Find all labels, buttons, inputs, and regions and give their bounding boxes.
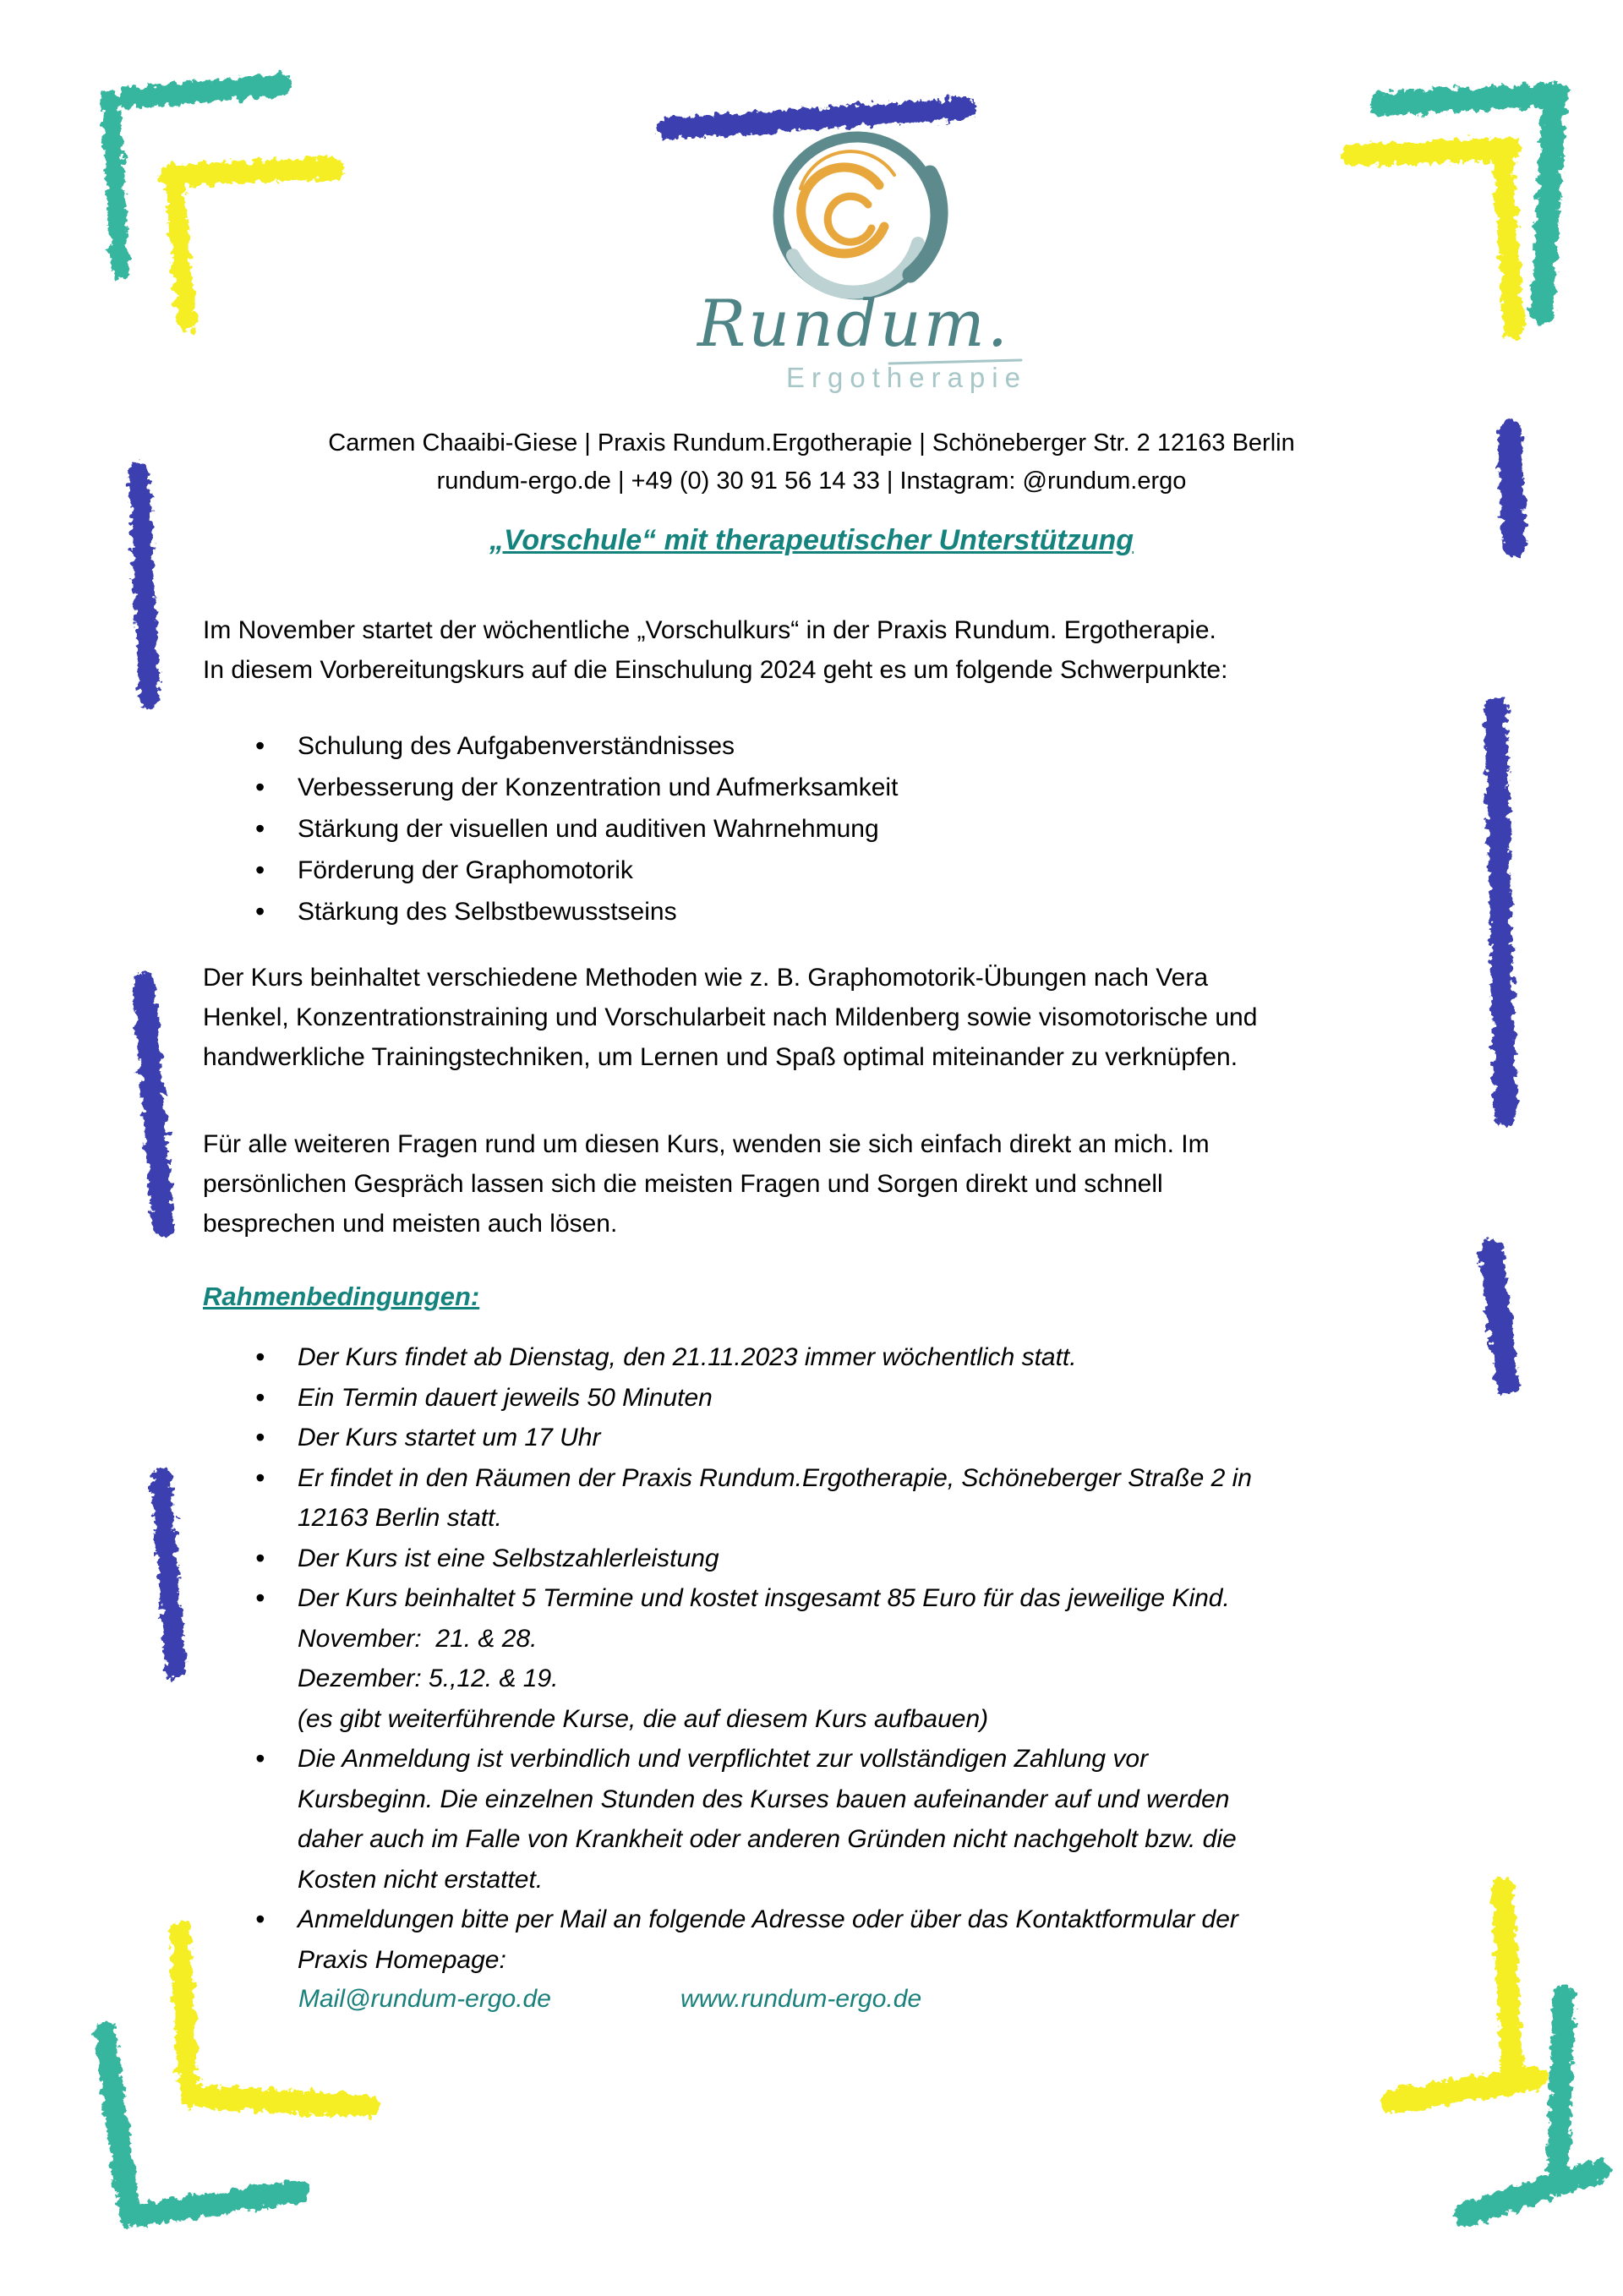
crayon-stroke-topright-yellow-h — [1352, 149, 1510, 155]
crayon-stroke-bottomright-yellow-v — [1502, 1889, 1512, 2068]
logo-script-text: Rundum. — [697, 286, 1010, 361]
crayon-stroke-topright-yellow-v — [1503, 159, 1514, 330]
crayon-stroke-bottomright-teal-v — [1558, 1997, 1564, 2173]
list-item: • Der Kurs ist eine Selbstzahlerleistung — [203, 1539, 1488, 1579]
list-item: • Stärkung des Selbstbewusstseins — [203, 891, 1488, 932]
crayon-stroke-topleft-teal-v — [111, 100, 120, 269]
methods-paragraph — [203, 958, 1471, 1077]
questions-line: persönlichen Gespräch lassen sich die meisten Fragen und Sorgen direkt und schnell — [203, 1170, 1163, 1198]
list-item: • Die Anmeldung ist verbindlich und verpflichtet zur vollständigen Zahlung vor — [203, 1739, 1488, 1779]
list-item-continuation: November: 21. & 28. — [298, 1624, 538, 1653]
crayon-stroke-top-blue — [668, 108, 966, 128]
crayon-stroke-bottomleft-teal-h — [131, 2191, 298, 2217]
intro-line: Im November startet der wöchentliche „Vorschulkurs“ in der Praxis Rundum. Ergotherapie. — [203, 616, 1216, 644]
list-item-continuation: Kosten nicht erstattet. — [298, 1865, 544, 1894]
logo-ring-heavy — [910, 173, 940, 275]
list-item-continuation: Dezember: 5.,12. & 19. — [298, 1665, 559, 1692]
list-item: • Der Kurs findet ab Dienstag, den 21.11.2023 immer wöchentlich statt. — [203, 1337, 1488, 1378]
questions-line: Für alle weiteren Fragen rund um diesen Kurs, wenden sie sich einfach direkt an mich. Im — [203, 1130, 1210, 1158]
crayon-stroke-topleft-yellow-h — [171, 168, 333, 175]
list-item-continuation: 12163 Berlin statt. — [298, 1504, 502, 1532]
crayon-stroke-right-blue-2 — [1495, 708, 1506, 1116]
logo-swirl-thin-icon — [801, 151, 894, 189]
section-heading-rahmenbedingungen: Rahmenbedingungen: — [203, 1282, 480, 1311]
page-title: „Vorschule“ mit therapeutischer Unterstützung — [489, 524, 1134, 556]
list-item: • Anmeldungen bitte per Mail an folgende Adresse oder über das Kontaktformular der — [203, 1900, 1488, 1940]
crayon-stroke-topright-teal-h — [1381, 95, 1558, 104]
intro-paragraph — [203, 610, 1471, 690]
rahmen-list — [203, 1337, 1488, 1980]
crayon-stroke-bottomright-teal-h — [1466, 2171, 1598, 2215]
crayon-stroke-left-blue-1 — [139, 472, 150, 698]
crayon-stroke-left-blue-2 — [144, 984, 163, 1226]
list-item-continuation: (es gibt weiterführende Kurse, die auf diesem Kurs aufbauen) — [298, 1704, 989, 1733]
list-item: • Er findet in den Räumen der Praxis Rundum.Ergotherapie, Schöneberger Straße 2 in — [203, 1458, 1488, 1499]
email-link[interactable]: Mail@rundum-ergo.de — [298, 1985, 551, 2013]
questions-paragraph — [203, 1124, 1471, 1244]
logo-subtitle-text: Ergotherapie — [786, 362, 1027, 393]
website-link[interactable]: www.rundum-ergo.de — [680, 1985, 922, 2013]
list-item-continuation: Praxis Homepage: — [298, 1945, 506, 1974]
list-item: • Der Kurs startet um 17 Uhr — [203, 1418, 1488, 1458]
crayon-stroke-bottomleft-yellow-h — [194, 2096, 369, 2107]
crayon-stroke-topleft-teal-h — [128, 85, 281, 98]
methods-line: Der Kurs beinhaltet verschiedene Methoden wie z. B. Graphomotorik-Übungen nach Vera — [203, 964, 1208, 992]
focus-list — [203, 725, 1488, 932]
list-item-continuation: Kursbeginn. Die einzelnen Stunden des Kurses bauen aufeinander auf und werden — [298, 1785, 1230, 1813]
methods-line: handwerkliche Trainingstechniken, um Lernen und Spaß optimal miteinander zu verknüpfen. — [203, 1043, 1238, 1071]
crayon-stroke-bottomleft-yellow-v — [180, 1931, 189, 2088]
crayon-stroke-right-blue-1 — [1510, 431, 1514, 546]
list-item: • Ein Termin dauert jeweils 50 Minuten — [203, 1378, 1488, 1419]
logo-swirl-outer-icon — [801, 167, 884, 254]
crayon-stroke-right-blue-3 — [1491, 1251, 1507, 1383]
contact-line-2: rundum-ergo.de | +49 (0) 30 91 56 14 33 | Instagram: @rundum.ergo — [436, 467, 1187, 495]
intro-line: In diesem Vorbereitungskurs auf die Einschulung 2024 geht es um folgende Schwerpunkte: — [203, 656, 1228, 684]
list-item: • Förderung der Graphomotorik — [203, 850, 1488, 891]
list-item: • Stärkung der visuellen und auditiven Wahrnehmung — [203, 808, 1488, 850]
list-item: • Schulung des Aufgabenverständnisses — [203, 725, 1488, 767]
crayon-stroke-bottomleft-teal-v — [105, 2032, 129, 2215]
crayon-stroke-topright-teal-v — [1542, 112, 1554, 311]
logo-ring-icon — [779, 137, 936, 294]
contact-line-1: Carmen Chaaibi-Giese | Praxis Rundum.Ergotherapie | Schöneberger Str. 2 12163 Berlin — [328, 429, 1295, 456]
list-item: • Der Kurs beinhaltet 5 Termine und kostet insgesamt 85 Euro für das jeweilige Kind. — [203, 1578, 1488, 1619]
logo-ring-highlight — [793, 243, 918, 292]
logo-swirl-inner-icon — [828, 196, 872, 242]
list-item: • Verbesserung der Konzentration und Aufmerksamkeit — [203, 767, 1488, 808]
list-item-continuation: daher auch im Falle von Krankheit oder anderen Gründen nicht nachgeholt bzw. die — [298, 1825, 1237, 1853]
crayon-stroke-bottomright-yellow-h — [1392, 2078, 1537, 2102]
crayon-stroke-left-blue-3 — [161, 1478, 176, 1670]
methods-line: Henkel, Konzentrationstraining und Vorschularbeit nach Mildenberg sowie visomotorische und — [203, 1003, 1258, 1031]
crayon-stroke-topleft-yellow-v — [174, 179, 187, 323]
questions-line: besprechen und meisten auch lösen. — [203, 1210, 618, 1238]
